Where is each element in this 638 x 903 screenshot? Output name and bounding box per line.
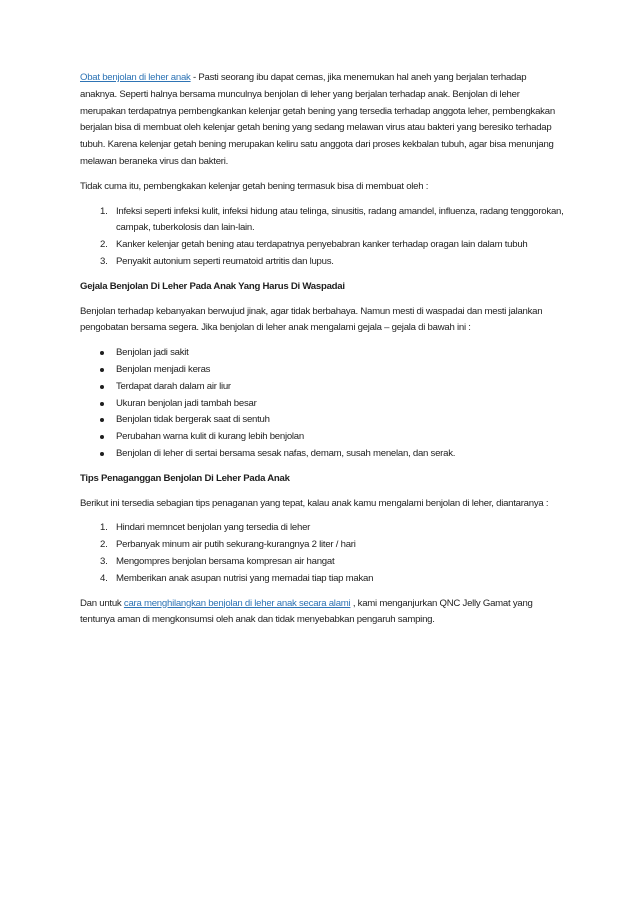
list-item-text: Penyakit autonium seperti reumatoid artritis dan lupus. (116, 255, 334, 267)
intro-text: - Pasti seorang ibu dapat cemas, jika menemukan hal aneh yang berjalan terhadap anaknya. Seperti halnya bersama munculnya benjolan di leher yang berjalan terhadap anak. Benjolan di leher merupakan terdapatnya pembengkankan kelenjar getah bening yang tersedia terhadap anggota leher, pembengkakan berjalan bisa di membuat oleh kelenjar getah bening yang sedang melawan virus atau bakteri yang beresiko terhadap tubuh. Karena kelenjar getah bening merupakan keliru satu anggota dari proses kekbalan tubuh, agar bisa menunjang melawan beraneka virus dan bakteri. (80, 72, 555, 167)
list-item (86, 379, 564, 396)
list-item-text: Benjolan tidak bergerak saat di sentuh (116, 414, 270, 426)
list-item (86, 396, 564, 413)
list-item-text: Perbanyak minum air putih sekurang-kurangnya 2 liter / hari (116, 539, 356, 551)
list-number: 3. (100, 555, 108, 567)
causes-list (80, 204, 564, 271)
list-item-text: Ukuran benjolan jadi tambah besar (116, 397, 257, 409)
list-item (86, 412, 564, 429)
list-item-text: Perubahan warna kulit di kurang lebih benjolan (116, 431, 304, 443)
list-item (86, 254, 564, 271)
bullet-icon (100, 368, 104, 372)
list-item-text: Benjolan menjadi keras (116, 363, 211, 375)
list-item (86, 204, 564, 238)
bullet-icon (100, 385, 104, 389)
list-item (86, 446, 564, 463)
list-item-text: Mengompres benjolan bersama kompresan air hangat (116, 555, 335, 567)
bullet-icon (100, 418, 104, 422)
list-item (86, 571, 564, 588)
list-number: 1. (100, 522, 108, 534)
list-item (86, 554, 564, 571)
bullet-icon (100, 435, 104, 439)
list-number: 2. (100, 239, 108, 251)
list-number: 2. (100, 539, 108, 551)
bullet-icon (100, 402, 104, 406)
list-item-text: Terdapat darah dalam air liur (116, 380, 231, 392)
closing-link[interactable]: cara menghilangkan benjolan di leher anak secara alami (123, 597, 351, 609)
closing-text-after: , kami menganjurkan QNC Jelly Gamat yang tentunya aman di mengkonsumsi oleh anak dan tidak menyebabkan pengaruh samping. (80, 597, 533, 626)
tips-lead: Berikut ini tersedia sebagian tips penaganan yang tepat, kalau anak kamu mengalami benjolan di leher, diantaranya : (80, 497, 549, 509)
list-item (86, 237, 564, 254)
list-item (86, 537, 564, 554)
intro-link[interactable]: Obat benjolan di leher anak (80, 72, 191, 83)
closing-text-before: Dan untuk (80, 597, 124, 609)
list-item (86, 520, 564, 537)
list-item-text: Benjolan jadi sakit (116, 347, 189, 359)
list-item (86, 345, 564, 362)
symptoms-heading: Gejala Benjolan Di Leher Pada Anak Yang Harus Di Waspadai (80, 280, 345, 292)
list-item-text: Infeksi seperti infeksi kulit, infeksi hidung atau telinga, sinusitis, radang amandel, influenza, radang tenggorokan, campak, tuberkolosis dan lain-lain. (116, 205, 564, 234)
list-item-text: Benjolan di leher di sertai bersama sesak nafas, demam, susah menelan, dan serak. (116, 447, 456, 459)
list-number: 3. (100, 255, 108, 267)
list-item-text: Hindari memncet benjolan yang tersedia di leher (116, 522, 311, 534)
list-item (86, 362, 564, 379)
list-item (86, 429, 564, 446)
bullet-icon (100, 452, 104, 456)
bullet-icon (100, 351, 104, 355)
symptoms-lead: Benjolan terhadap kebanyakan berwujud jinak, agar tidak berbahaya. Namun mesti di waspadai dan mesti jalankan pengobatan bersama segera. Jika benjolan di leher anak mengalami gejala – gejala di bawah ini : (80, 305, 543, 334)
list-item-text: Memberikan anak asupan nutrisi yang memadai tiap tiap makan (116, 572, 374, 584)
causes-lead: Tidak cuma itu, pembengkakan kelenjar getah bening termasuk bisa di membuat oleh : (80, 180, 429, 192)
intro-paragraph (80, 70, 564, 171)
tips-list (80, 520, 564, 587)
list-number: 1. (100, 205, 108, 217)
list-item-text: Kanker kelenjar getah bening atau terdapatnya penyebabran kanker terhadap oragan lain dalam tubuh (116, 239, 528, 251)
tips-heading: Tips Penaganggan Benjolan Di Leher Pada Anak (80, 472, 290, 484)
closing-paragraph (80, 596, 564, 630)
document-page (80, 70, 564, 637)
symptoms-list (80, 345, 564, 463)
list-number: 4. (100, 572, 108, 584)
